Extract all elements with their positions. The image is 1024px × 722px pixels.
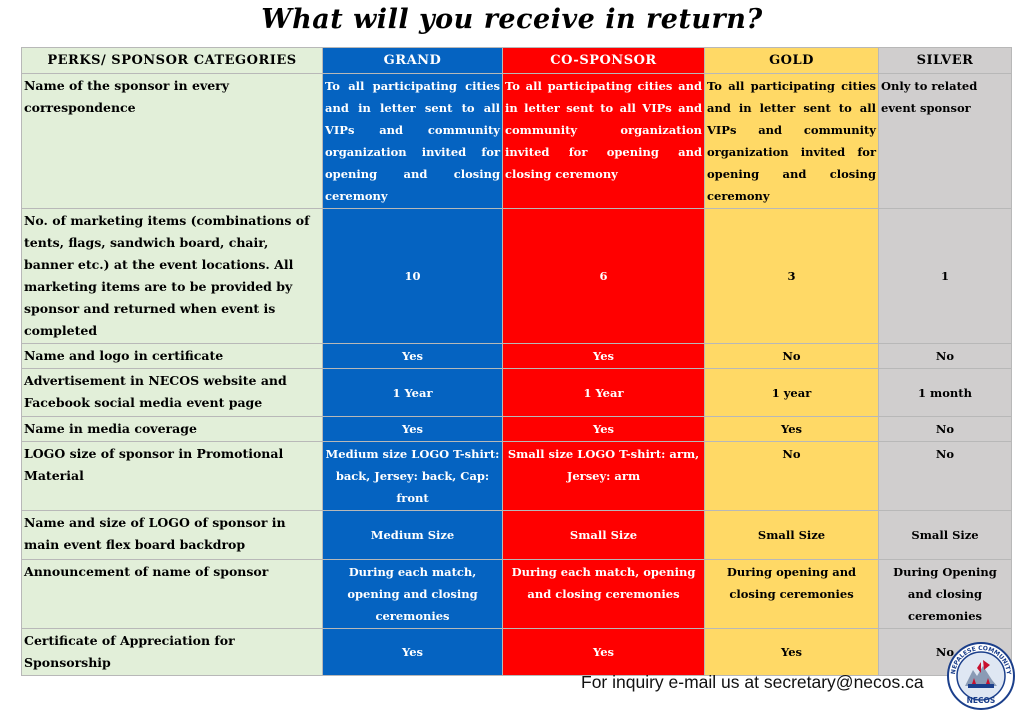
perk-label: Certificate of Appreciation for Sponsorship <box>22 629 323 676</box>
grand-cell: Medium size LOGO T-shirt: back, Jersey: back, Cap: front <box>323 442 503 511</box>
table-row <box>22 209 1012 344</box>
perk-label: Announcement of name of sponsor <box>22 560 323 629</box>
grand-cell: During each match, opening and closing ceremonies <box>323 560 503 629</box>
grand-cell: To all participating cities and in letter sent to all VIPs and community organization invited for opening and closing ceremony <box>323 74 503 209</box>
logo-ring-text: NEPALESE COMMUNITY <box>949 644 1013 676</box>
necos-seal-logo-icon <box>946 640 1016 712</box>
gold-cell: 3 <box>705 209 879 344</box>
co-sponsor-cell: Small size LOGO T-shirt: arm, Jersey: arm <box>503 442 705 511</box>
gold-cell: During opening and closing ceremonies <box>705 560 879 629</box>
grand-cell: 10 <box>323 209 503 344</box>
silver-cell: No <box>879 442 1012 511</box>
header-co-sponsor: CO-SPONSOR <box>503 48 705 74</box>
perk-label: Name and logo in certificate <box>22 344 323 369</box>
table-row <box>22 344 1012 369</box>
grand-cell: 1 Year <box>323 369 503 417</box>
header-gold: GOLD <box>705 48 879 74</box>
co-sponsor-cell: Yes <box>503 417 705 442</box>
header-silver: SILVER <box>879 48 1012 74</box>
co-sponsor-cell: To all participating cities and in letter sent to all VIPs and community organization invited for opening and closing ceremony <box>503 74 705 209</box>
co-sponsor-cell: Yes <box>503 344 705 369</box>
gold-cell: No <box>705 442 879 511</box>
grand-cell: Yes <box>323 344 503 369</box>
silver-cell: No <box>879 629 1012 676</box>
table-row <box>22 560 1012 629</box>
perk-label: No. of marketing items (combinations of tents, flags, sandwich board, chair, banner etc.) at the event locations. All marketing items are to be provided by sponsor and returned when event is completed <box>22 209 323 344</box>
page-title: What will you receive in return? <box>261 4 763 35</box>
silver-cell: Small Size <box>879 511 1012 560</box>
header-perks-categories: PERKS/ SPONSOR CATEGORIES <box>22 48 323 74</box>
table-row <box>22 74 1012 209</box>
silver-cell: 1 month <box>879 369 1012 417</box>
silver-cell: No <box>879 344 1012 369</box>
perk-label: Advertisement in NECOS website and Facebook social media event page <box>22 369 323 417</box>
gold-cell: No <box>705 344 879 369</box>
inquiry-email-text: For inquiry e-mail us at secretary@necos.ca <box>581 672 924 692</box>
grand-cell: Medium Size <box>323 511 503 560</box>
gold-cell: To all participating cities and in letter sent to all VIPs and community organization invited for opening and closing ceremony <box>705 74 879 209</box>
co-sponsor-cell: 6 <box>503 209 705 344</box>
gold-cell: Yes <box>705 417 879 442</box>
header-grand: GRAND <box>323 48 503 74</box>
perk-label: LOGO size of sponsor in Promotional Material <box>22 442 323 511</box>
grand-cell: Yes <box>323 629 503 676</box>
logo-brand-text: NECOS <box>966 696 996 705</box>
table-row <box>22 629 1012 676</box>
perk-label: Name of the sponsor in every correspondence <box>22 74 323 209</box>
silver-cell: 1 <box>879 209 1012 344</box>
silver-cell: Only to related event sponsor <box>879 74 1012 209</box>
table-row <box>22 417 1012 442</box>
co-sponsor-cell: Small Size <box>503 511 705 560</box>
table-header-row <box>22 48 1012 74</box>
gold-cell: 1 year <box>705 369 879 417</box>
silver-cell: No <box>879 417 1012 442</box>
table-row <box>22 511 1012 560</box>
table-row <box>22 369 1012 417</box>
co-sponsor-cell: During each match, opening and closing ceremonies <box>503 560 705 629</box>
gold-cell: Yes <box>705 629 879 676</box>
co-sponsor-cell: 1 Year <box>503 369 705 417</box>
silver-cell: During Opening and closing ceremonies <box>879 560 1012 629</box>
grand-cell: Yes <box>323 417 503 442</box>
perk-label: Name in media coverage <box>22 417 323 442</box>
table-row <box>22 442 1012 511</box>
gold-cell: Small Size <box>705 511 879 560</box>
co-sponsor-cell: Yes <box>503 629 705 676</box>
perk-label: Name and size of LOGO of sponsor in main event flex board backdrop <box>22 511 323 560</box>
sponsorship-perks-table <box>21 47 1012 676</box>
